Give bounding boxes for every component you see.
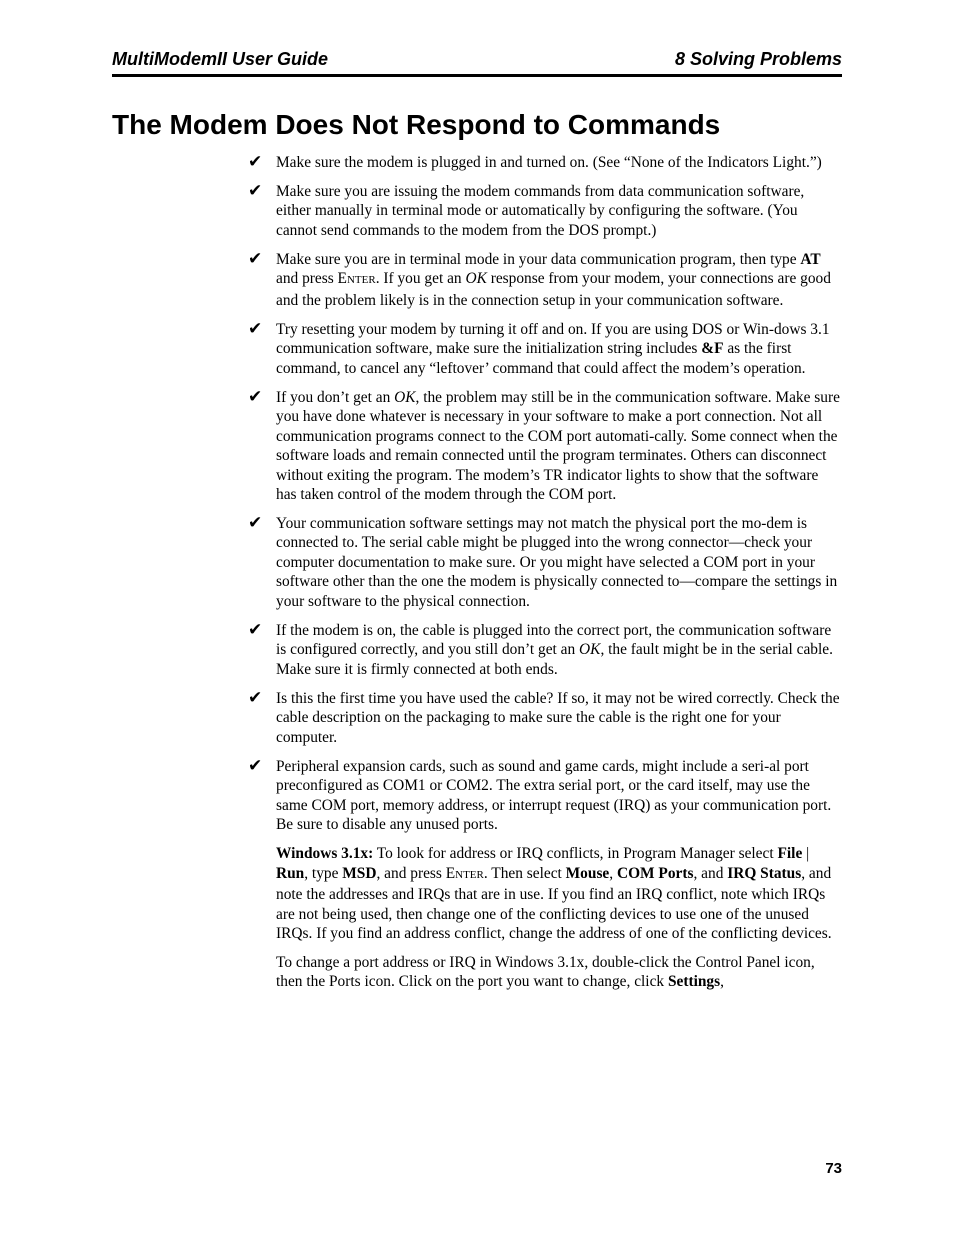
item-text: Your communication software settings may not match the physical port the mo-dem is connected to. The serial cable might be plugged into the wrong connector—check your computer documentation to make sure. Or you might have selected a COM port in your software other than the one the modem is physically connected to—compare the settings in your software to the physical connection. — [276, 514, 838, 610]
command-and-f: &F — [701, 340, 724, 358]
para-text: , — [720, 973, 724, 991]
ok-response: OK — [465, 270, 487, 288]
item-text: , the problem may still be in the communication software. Make sure you have done whatever is necessary in your software to make a port connection. Not all communication programs connect to the COM port automati-cally. Some connect when the software loads and remain connected until the program terminates. Others can disconnect without exiting the program. The modem’s TR indicator lights to show that the software has taken control of the modem through the COM port. — [276, 388, 840, 504]
item-text: Is this the first time you have used the cable? If so, it may not be wired correctly. Check the cable description on the packaging to make sure the cable is the right one for your computer. — [276, 689, 840, 746]
checkmark-icon: ✔ — [248, 512, 263, 533]
para-text: To change a port address or IRQ in Windows 3.1x, double-click the Control Panel icon, then the Ports icon. Click on the port you want to change, click — [276, 953, 815, 991]
checkmark-icon: ✔ — [248, 152, 263, 172]
checkmark-icon: ✔ — [248, 318, 263, 339]
item-text: , the fault might be in the serial cable. Make sure it is firmly connected at both ends. — [276, 641, 833, 678]
command-at: AT — [800, 250, 821, 268]
list-item — [248, 755, 842, 835]
checkmark-icon: ✔ — [248, 248, 263, 269]
list-item — [248, 687, 842, 748]
para-text: , type — [304, 864, 343, 882]
change-port-paragraph — [276, 953, 842, 992]
menu-run: Run — [276, 864, 305, 882]
checkmark-icon: ✔ — [248, 180, 263, 201]
menu-com-ports: COM Ports — [616, 864, 694, 882]
checkmark-icon: ✔ — [248, 755, 263, 776]
body-content — [248, 152, 842, 1001]
item-text: Make sure you are issuing the modem commands from data communication software, either manually in terminal mode or automatically by configuring the software. (You cannot send commands to the modem from the DOS prompt.) — [276, 182, 805, 239]
item-text: and press E — [276, 270, 347, 288]
list-item — [248, 619, 842, 680]
page-number: 73 — [825, 1160, 842, 1177]
item-text: If you don’t get an — [276, 388, 395, 406]
ok-response: OK — [394, 388, 416, 406]
item-text: Make sure the modem is plugged in and turned on. (See “None of the Indicators Light.”) — [276, 154, 822, 171]
running-header-chapter: 8 Solving Problems — [674, 49, 842, 69]
key-enter-smallcaps: NTER — [455, 868, 484, 881]
item-text: as the first command, to cancel any “leftover’ command that could affect the modem’s operation. — [276, 340, 806, 377]
ok-response: OK — [579, 641, 601, 659]
running-header-title: MultiModemII User Guide — [112, 49, 329, 69]
item-text: If the modem is on, the cable is plugged into the correct port, the communication software is configured correctly, and you still don’t get an — [276, 621, 832, 659]
item-text: Try resetting your modem by turning it off and on. If you are using DOS or Win-dows 3.1 communication software, make sure the initialization string includes — [276, 320, 830, 358]
para-text: , and note the addresses and IRQs that are in use. If you find an IRQ conflict, note which IRQs are not being used, then change one of the conflicting devices to use one of the unused IRQs. If you find an address conflict, change the address of one of the conflicting devices. — [276, 864, 832, 943]
list-item — [248, 152, 842, 173]
item-text: response from your modem, your connections are good and the problem likely is in the connection setup in your communication software. — [276, 270, 831, 309]
para-text: , and — [693, 864, 728, 882]
menu-mouse: Mouse — [565, 864, 610, 882]
menu-irq-status: IRQ Status — [727, 864, 802, 882]
page-title: The Modem Does Not Respond to Commands — [112, 109, 721, 140]
list-item — [248, 318, 842, 379]
menu-file: File — [777, 845, 803, 863]
list-item — [248, 512, 842, 612]
list-item — [248, 248, 842, 311]
menu-separator: | — [802, 845, 810, 863]
item-text: Make sure you are in terminal mode in your data communication program, then type — [276, 250, 801, 268]
checkmark-icon: ✔ — [248, 386, 263, 407]
command-msd: MSD — [342, 864, 377, 882]
item-text: . If you get an — [375, 270, 466, 288]
item-text: Peripheral expansion cards, such as sound and game cards, might include a seri-al port preconfigured as COM1 or COM2. The extra serial port, or the card itself, may use the same COM port, memory address, or interrupt request (IRQ) as your communication port. Be sure to disable any unused ports. — [276, 757, 832, 834]
para-text: , — [609, 864, 617, 882]
key-enter-smallcaps: NTER — [346, 274, 376, 287]
list-item — [248, 180, 842, 241]
windows-label: Windows 3.1x: — [276, 845, 374, 863]
header-rule — [112, 74, 842, 77]
windows-paragraph — [276, 844, 842, 944]
checkmark-icon: ✔ — [248, 687, 263, 708]
checkmark-icon: ✔ — [248, 619, 263, 640]
para-text: , and press E — [376, 864, 456, 882]
para-text: To look for address or IRQ conflicts, in Program Manager select — [373, 845, 778, 863]
settings-label: Settings — [667, 973, 721, 991]
list-item — [248, 386, 842, 505]
para-text: . Then select — [483, 864, 566, 882]
